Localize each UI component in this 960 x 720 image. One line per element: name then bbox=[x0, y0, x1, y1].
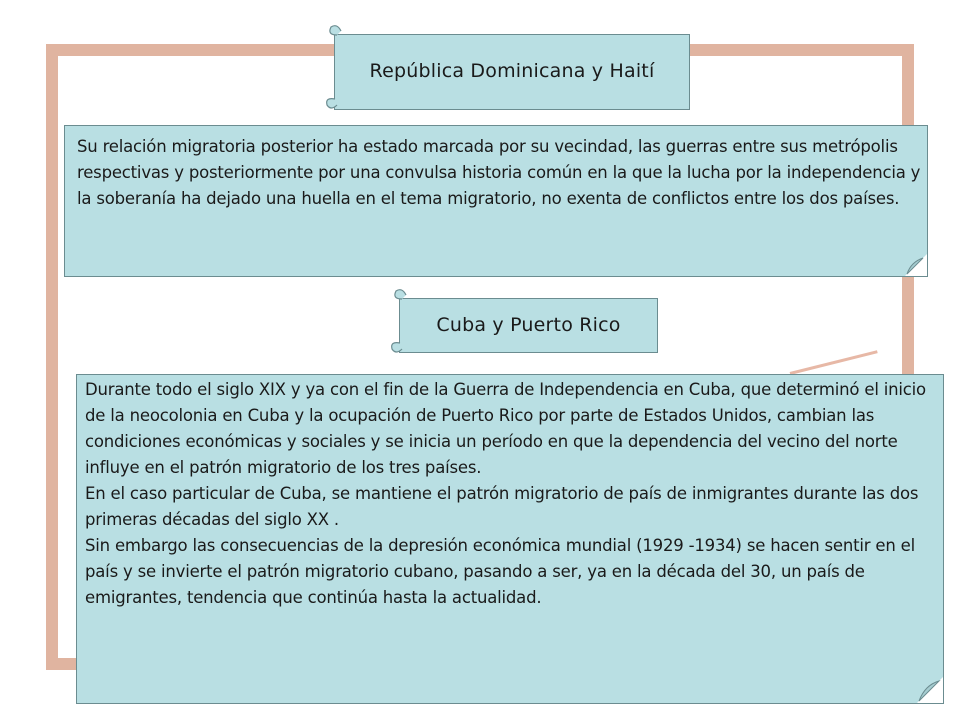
paragraph: En el caso particular de Cuba, se mantiene el patrón migratorio de país de inmigrantes durante las dos primeras décadas del siglo XX . bbox=[85, 484, 919, 529]
paragraph: Sin embargo las consecuencias de la depresión económica mundial (1929 -1934) se hacen sentir en el país y se invierte el patrón migratorio cubano, pasando a ser, ya en la década del 30, un país de emigrantes, tendencia que continúa hasta la actualidad. bbox=[85, 536, 915, 607]
section-body-text bbox=[85, 377, 939, 611]
scroll-curl-icon bbox=[327, 25, 347, 45]
paragraph: Durante todo el siglo XIX y ya con el fin de la Guerra de Independencia en Cuba, que determinó el inicio de la neocolonia en Cuba y la ocupación de Puerto Rico por parte de Estados Unidos, cambian las condiciones económicas y sociales y se inicia un período en que la dependencia del vecino del norte influye en el patrón migratorio de los tres países. bbox=[85, 380, 926, 477]
scroll-curl-icon bbox=[321, 93, 341, 113]
section-body-text: Su relación migratoria posterior ha estado marcada por su vecindad, las guerras entre sus metrópolis respectivas y posteriormente por una convulsa historia común en la que la lucha por la independencia y la soberanía ha dejado una huella en el tema migratorio, no exenta de conflictos entre los dos países. bbox=[77, 137, 921, 208]
scroll-curl-icon bbox=[392, 289, 412, 309]
text-box-dominicana-haiti bbox=[64, 125, 928, 277]
title-banner-cuba-puerto-rico bbox=[399, 298, 658, 353]
text-box-cuba-puerto-rico bbox=[76, 374, 944, 704]
scroll-curl-icon bbox=[386, 337, 406, 357]
page-curl-icon bbox=[905, 254, 929, 278]
section-title: Cuba y Puerto Rico bbox=[436, 314, 621, 336]
page-curl-icon bbox=[917, 677, 945, 705]
section-title: República Dominicana y Haití bbox=[369, 60, 655, 82]
title-banner-dominicana-haiti bbox=[334, 34, 690, 110]
